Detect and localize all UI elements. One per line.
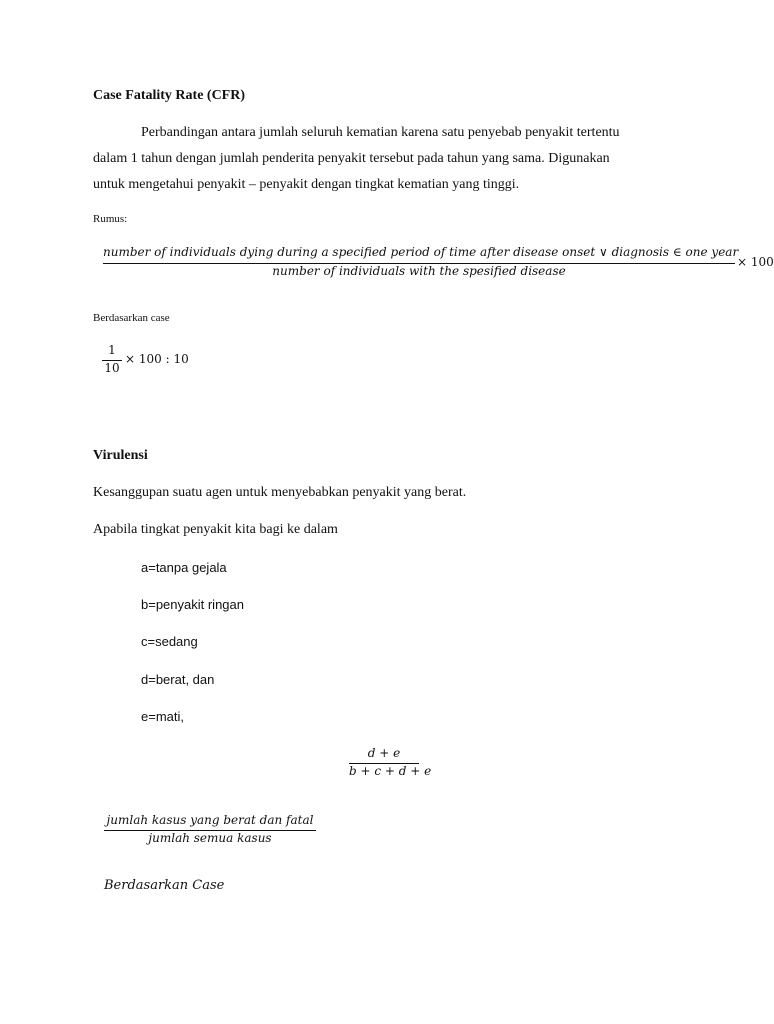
cfr-paragraph-line-3: untuk mengetahui penyakit – penyakit dengan tingkat kematian yang tinggi. [93, 177, 520, 192]
virulensi-formula-2-numerator: jumlah kasus yang berat dan fatal [106, 813, 314, 827]
virulensi-case-label: Berdasarkan Case [104, 878, 225, 893]
virulensi-formula-1-denominator: b + c + d + e [349, 764, 432, 778]
cfr-paragraph-line-2: dalam 1 tahun dengan jumlah penderita penyakit tersebut pada tahun yang sama. Digunakan [93, 151, 610, 166]
virulensi-formula-2-denominator: jumlah semua kasus [148, 831, 272, 845]
virulensi-paragraph-2: Apabila tingkat penyakit kita bagi ke dalam [93, 522, 338, 537]
list-item-d: d=berat, dan [141, 672, 215, 687]
rumus-label: Rumus: [93, 213, 128, 225]
cfr-heading: Case Fatality Rate (CFR) [93, 88, 246, 103]
case-formula-denominator: 10 [104, 361, 120, 375]
cfr-paragraph-line-1: Perbandingan antara jumlah seluruh kematian karena satu penyebab penyakit tertentu [141, 125, 620, 140]
list-item-b: b=penyakit ringan [141, 597, 244, 612]
cfr-formula-numerator: number of individuals dying during a specified period of time after disease onset ∨ diagnosis ∈ one year [103, 245, 739, 259]
virulensi-formula-1-numerator: d + e [367, 746, 401, 760]
list-item-c: c=sedang [141, 634, 198, 649]
case-formula-rest: × 100 : 10 [125, 352, 189, 366]
cfr-formula-multiplier: × 100 [737, 255, 774, 269]
list-item-e: e=mati, [141, 709, 184, 724]
list-item-a: a=tanpa gejala [141, 560, 227, 575]
cfr-formula-denominator: number of individuals with the spesified disease [272, 264, 566, 278]
case-label: Berdasarkan case [93, 312, 170, 324]
virulensi-paragraph-1: Kesanggupan suatu agen untuk menyebabkan penyakit yang berat. [93, 485, 467, 500]
virulensi-heading: Virulensi [93, 448, 148, 463]
case-formula-numerator: 1 [108, 343, 116, 357]
